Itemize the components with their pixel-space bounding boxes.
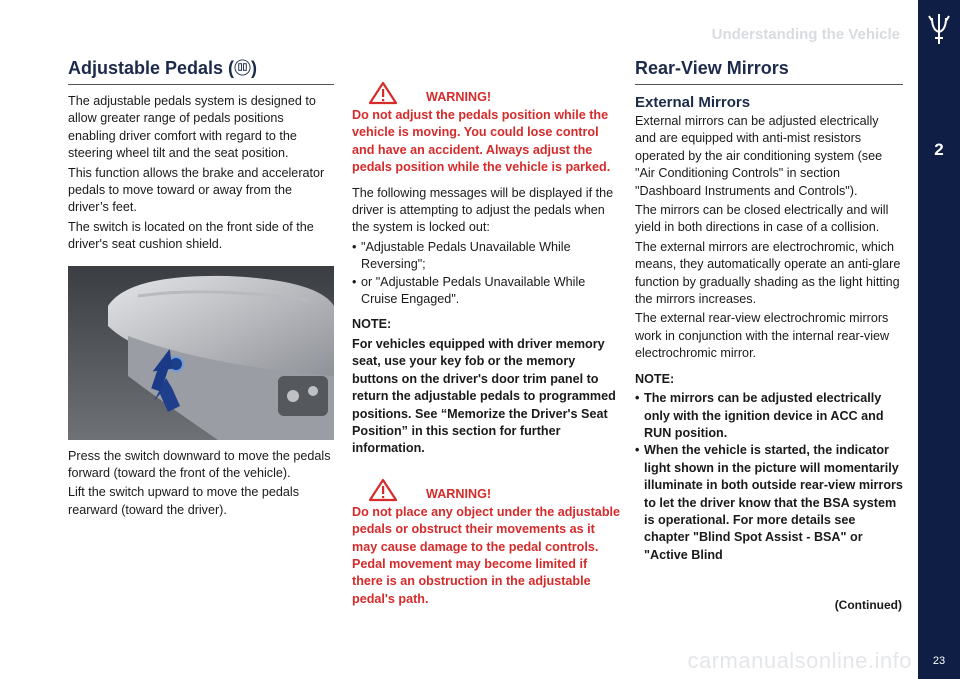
warning-header xyxy=(352,478,620,502)
adjustable-pedals-icon xyxy=(234,59,251,76)
note-label: NOTE: xyxy=(635,371,675,386)
note-label: NOTE: xyxy=(352,317,392,332)
paragraph: Press the switch downward to move the pedals forward (toward the front of the vehicle). xyxy=(68,448,331,481)
warning-triangle-icon xyxy=(368,81,398,105)
paragraph: The following messages will be displayed if the driver is attempting to adjust the pedals when the system is locked out: xyxy=(352,185,614,235)
warning-header xyxy=(352,81,620,105)
warning-text: Do not place any object under the adjustable pedals or obstruct their movements as it may cause damage to the pedal controls. Pedal movement may become limited if there is an obstruction in the adjustable pedal's path. xyxy=(352,504,621,606)
paragraph: The adjustable pedals system is designed to allow greater range of pedals positions enabling driver comfort with regard to the steering wheel tilt and the seat position. xyxy=(68,94,316,161)
chapter-number: 2 xyxy=(934,140,944,159)
column-rear-view-mirrors xyxy=(635,56,903,564)
note-list xyxy=(635,390,903,564)
paragraph: Lift the switch upward to move the pedals rearward (toward the driver). xyxy=(68,485,300,517)
list-item: • "Adjustable Pedals Unavailable While Reversing"; xyxy=(352,239,620,274)
note-text: For vehicles equipped with driver memory seat, use your key fob or the memory buttons on the driver's door trim panel to return the adjustable pedals to programmed positions. See “Memorize the Driver's Seat Position” in this section for further information. xyxy=(352,336,616,456)
trident-logo-icon xyxy=(926,12,952,46)
chapter-sidebar xyxy=(918,0,960,679)
paragraph: The external rear-view electrochromic mirrors work in conjunction with the internal rear-view electrochromic mirror. xyxy=(635,311,890,361)
column-adjustable-pedals xyxy=(68,56,334,521)
column-warnings xyxy=(352,81,620,610)
warning-label: WARNING! xyxy=(426,90,492,104)
paragraph: The external mirrors are electrochromic, which means, they automatically operate an anti-glare function by gradually shading as the light hitting the mirrors increases. xyxy=(635,239,901,307)
paragraph: This function allows the brake and accelerator pedals to move toward or away from the driver’s feet. xyxy=(68,165,325,215)
section-title-rear-view-mirrors: Rear-View Mirrors xyxy=(635,56,903,85)
list-item: • The mirrors can be adjusted electrically only with the ignition device in ACC and RUN position. xyxy=(635,390,903,442)
warning-triangle-icon xyxy=(368,478,398,502)
message-list xyxy=(352,239,620,309)
list-item: • or "Adjustable Pedals Unavailable While Cruise Engaged". xyxy=(352,274,620,309)
paragraph: The switch is located on the front side of the driver's seat cushion shield. xyxy=(68,219,314,252)
subsection-title-external-mirrors: External Mirrors xyxy=(635,94,751,111)
watermark: carmanualsonline.info xyxy=(687,648,912,673)
paragraph: External mirrors can be adjusted electrically and are equipped with anti-mist resistors operated by the air conditioning system (see "Air Conditioning Controls" in section "Dashboard Instruments and Controls"). xyxy=(635,114,883,198)
seat-switch-photo xyxy=(68,266,334,440)
list-item: • When the vehicle is started, the indicator light shown in the picture will momentarily illuminate in both outside rear-view mirrors to let the driver know that the BSA system is operational. For more details see chapter "Blind Spot Assist - BSA" or "Active Blind xyxy=(635,442,903,564)
section-title-adjustable-pedals: Adjustable Pedals ( ) xyxy=(68,56,334,85)
warning-label: WARNING! xyxy=(426,486,492,501)
running-head: Understanding the Vehicle xyxy=(711,26,900,43)
warning-text: Do not adjust the pedals position while the vehicle is moving. You could lose control and have an accident. Always adjust the pedals position while the vehicle is parked. xyxy=(352,108,611,175)
page-number: 23 xyxy=(932,655,946,667)
continued-marker: (Continued) xyxy=(834,598,902,612)
paragraph: The mirrors can be closed electrically and will yield in both directions in case of a collision. xyxy=(635,203,889,235)
